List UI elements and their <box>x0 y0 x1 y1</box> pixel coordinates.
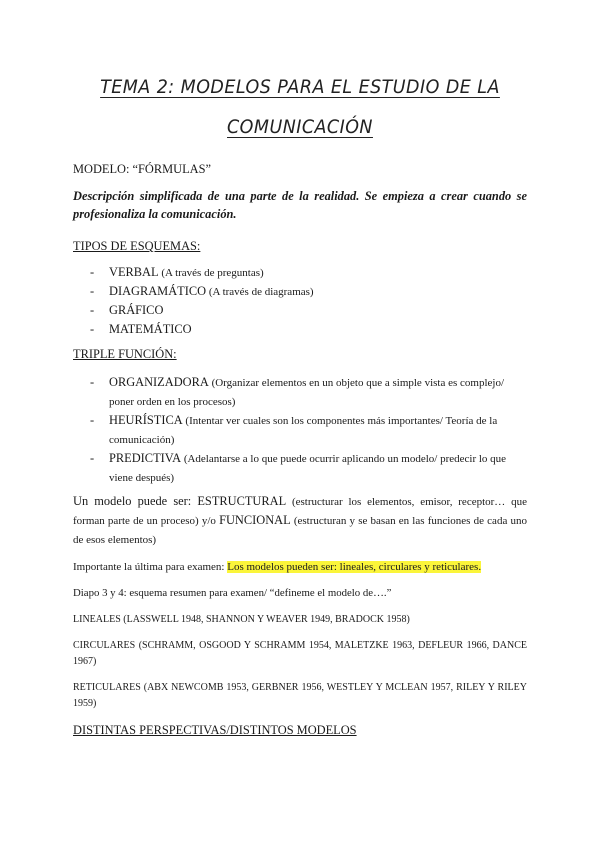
list-item <box>90 373 530 411</box>
tipos-list <box>90 263 530 339</box>
title-line-1: TEMA 2: MODELOS PARA EL ESTUDIO DE LA <box>100 76 500 98</box>
list-item <box>90 411 530 449</box>
lineales-paragraph: LINEALES (LASSWELL 1948, SHANNON Y WEAVER 1949, BRADOCK 1958) <box>73 614 410 625</box>
title-line-2: COMUNICACIÓN <box>227 116 373 138</box>
modelo-puede-paragraph <box>73 492 527 549</box>
highlighted-text: Los modelos pueden ser: lineales, circulares y reticulares. <box>227 561 482 573</box>
triple-heading: TRIPLE FUNCIÓN: <box>73 347 177 361</box>
list-item <box>90 301 530 320</box>
text-run: Importante la última para examen: <box>73 561 228 573</box>
item-label: MATEMÁTICO <box>109 322 192 336</box>
list-item <box>90 282 530 301</box>
item-label: HEURÍSTICA <box>109 413 183 427</box>
item-label: PREDICTIVA <box>109 451 182 465</box>
item-label: GRÁFICO <box>109 303 164 317</box>
list-item <box>90 449 530 487</box>
text-run: ESTRUCTURAL <box>197 494 287 508</box>
list-item <box>90 320 530 339</box>
item-desc: (A través de preguntas) <box>158 267 264 279</box>
item-desc: (Adelantarse a lo que puede ocurrir aplicando un modelo/ predecir lo que viene después) <box>109 453 507 484</box>
circulares-paragraph: CIRCULARES (SCHRAMM, OSGOOD Y SCHRAMM 1954, MALETZKE 1963, DEFLEUR 1966, DANCE 1967) <box>73 640 527 667</box>
reticulares-paragraph: RETICULARES (ABX NEWCOMB 1953, GERBNER 1956, WESTLEY Y MCLEAN 1957, RILEY Y RILEY 1959) <box>73 682 527 709</box>
text-run: Un modelo puede ser: <box>73 494 198 508</box>
item-desc: (Intentar ver cuales son los componentes más importantes/ Teoría de la comunicación) <box>109 415 498 446</box>
item-label: VERBAL <box>109 265 159 279</box>
item-label: ORGANIZADORA <box>109 375 209 389</box>
perspectivas-heading: DISTINTAS PERSPECTIVAS/DISTINTOS MODELOS <box>73 723 357 737</box>
item-label: DIAGRAMÁTICO <box>109 284 207 298</box>
diapo-paragraph: Diapo 3 y 4: esquema resumen para examen/ “defineme el modelo de….” <box>73 587 392 599</box>
triple-list <box>90 373 530 487</box>
item-desc: (A través de diagramas) <box>206 286 314 298</box>
modelo-heading: MODELO: “FÓRMULAS” <box>73 162 212 176</box>
importante-paragraph <box>73 557 527 576</box>
text-run: (estructurar los elementos, emisor, receptor… que forman parte de un proceso) y/o <box>73 496 527 527</box>
item-desc: (Organizar elementos en un objeto que a simple vista es complejo/ poner orden en los procesos) <box>109 377 504 408</box>
text-run: FUNCIONAL <box>219 513 291 527</box>
tipos-heading: TIPOS DE ESQUEMAS: <box>73 239 201 253</box>
text-run: (estructuran y se basan en las funciones de cada uno de esos elementos) <box>73 515 527 546</box>
list-item <box>90 263 530 282</box>
descripcion-paragraph: Descripción simplificada de una parte de la realidad. Se empieza a crear cuando se profesionaliza la comunicación. <box>73 189 527 221</box>
